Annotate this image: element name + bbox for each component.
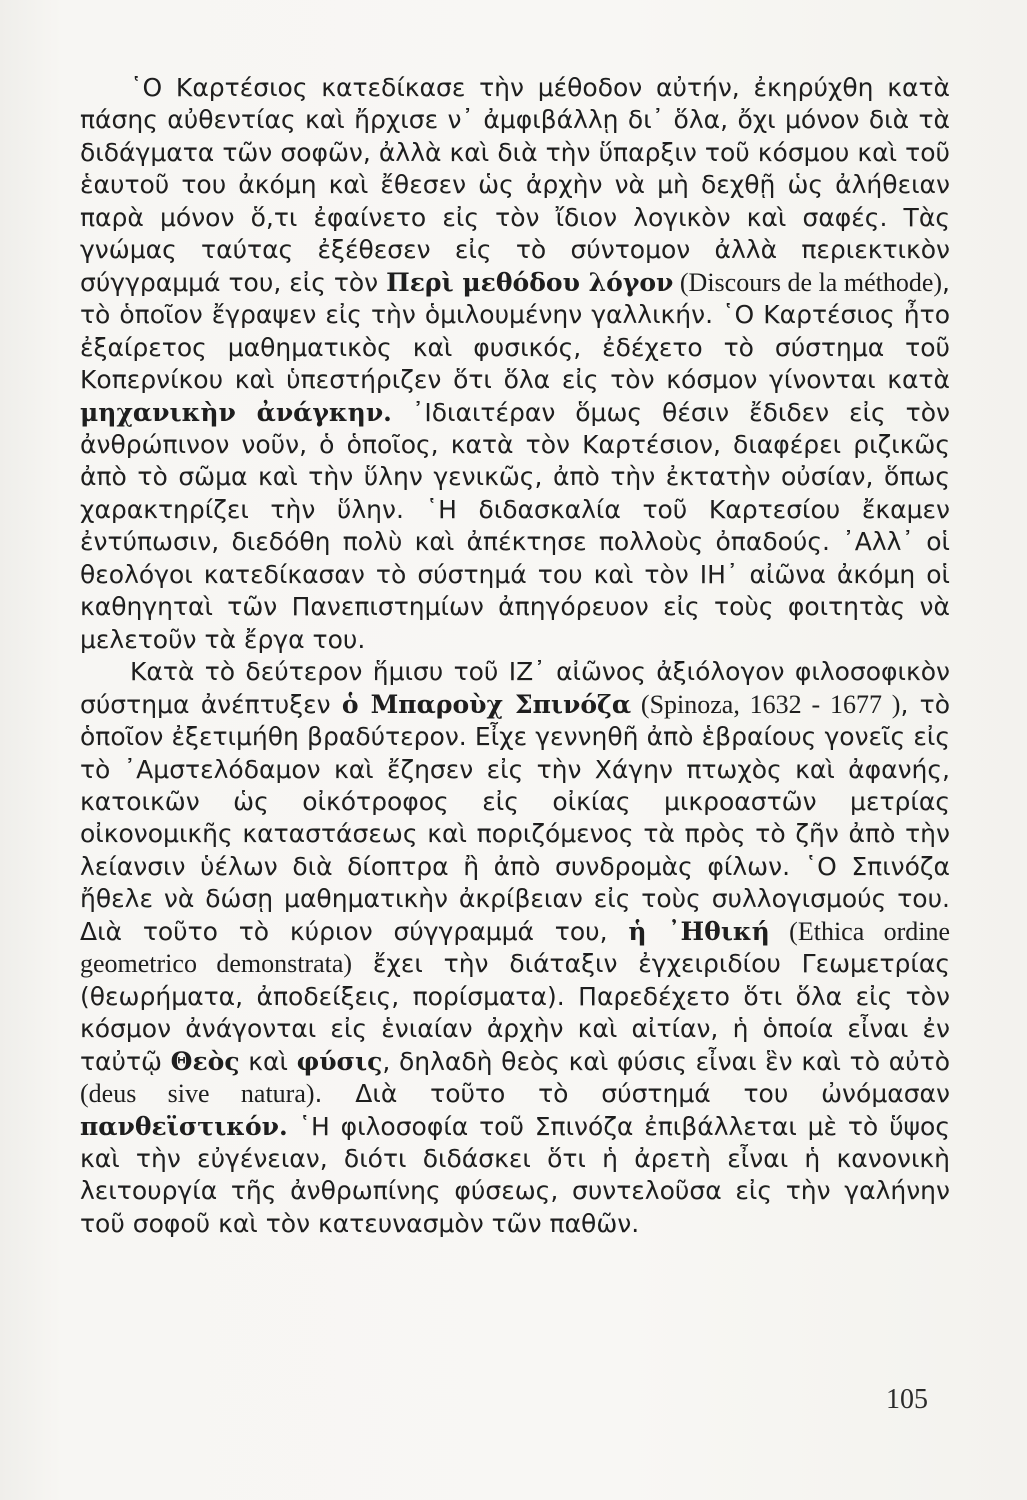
latin-deus-sive-natura: (deus sive natura) [80,1079,315,1109]
text-run: ἔχει τὴν διάταξιν ἐγχειριδίου Γεωμετρίας (θεωρήματα, ἀποδείξεις, πορίσματα). Παρεδέχετο ὅτι ὅλα εἰς τὸν κόσμον ἀνάγονται εἰς ἑνιαίαν ἀρχὴν καὶ αἰτίαν, ἡ ὁποία εἶναι ἐν ταὐτῷ [80,949,950,1076]
text-run: . Διὰ τοῦτο τὸ σύστημά του ὠνόμασαν [314,1079,950,1109]
text-run: ῾Ο Καρτέσιος κατεδίκασε τὴν μέθοδον αὐτήν, ἐκηρύχθη κατὰ πάσης αὐθεντίας καὶ ἤρχισε ν᾿ ἀμφιβάλλῃ δι᾿ ὅλα, ὄχι μόνον διὰ τὰ διδάγματα τῶν σοφῶν, ἀλλὰ καὶ διὰ τὴν ὕπαρξιν τοῦ κόσμου καὶ τοῦ ἑαυτοῦ του ἀκόμη καὶ ἔθεσεν ὡς ἀρχὴν νὰ μὴ δεχθῇ ὡς ἀλήθειαν παρὰ μόνον ὅ,τι ἐφαίνετο εἰς τὸν ἴδιον λογικὸν καὶ σαφές. Τὰς γνώμας ταύτας ἐξέθεσεν εἰς τὸ σύντομον ἀλλὰ περιεκτικὸν σύγγραμμά του, εἰς τὸν [80,73,950,297]
text-run: ῾Η φιλοσοφία τοῦ Σπινόζα ἐπιβάλλεται μὲ τὸ ὕψος καὶ τὴν εὐγένειαν, διότι διδάσκει ὅτι ἡ ἀρετὴ εἶναι ἡ κανονικὴ λειτουργία τῆς ἀνθρωπίνης φύσεως, συντελοῦσα εἰς τὴν γαλήνην τοῦ σοφοῦ καὶ τὸν κατευνασμὸν τῶν παθῶν. [80,1111,950,1238]
text-run: Κατὰ τὸ δεύτερον ἥμισυ τοῦ ΙΖ᾿ αἰῶνος ἀξιόλογον φιλοσοφικὸν σύστημα ἀνέπτυξεν [80,657,950,719]
emphasis-nature: φύσις [296,1046,383,1076]
text-run: , τὸ ὁποῖον ἔγραψεν εἰς τὴν ὁμιλουμένην γαλλικήν. ῾Ο Καρτέσιος ἦτο ἐξαίρετος μαθηματικὸς καὶ φυσικός, ἐδέχετο τὸ σύστημα τοῦ Κοπερνίκου καὶ ὑπεστήριζεν ὅτι ὅλα εἰς τὸν κόσμον γίνονται κατὰ [80,267,950,395]
emphasis-god: Θεὸς [170,1046,240,1076]
text-run: καὶ [239,1046,297,1076]
text-run: , τὸ ὁποῖον ἐξετιμήθη βραδύτερον. Εἶχε γεννηθῆ ἀπὸ ἑβραίους γονεῖς εἰς τὸ ᾿Αμστελόδαμον καὶ ἔζησεν εἰς τὴν Χάγην πτωχὸς καὶ ἀφανής, κατοικῶν ὡς οἰκότροφος εἰς οἰκίας μικροαστῶν μετρίας οἰκονομικῆς καταστάσεως καὶ ποριζόμενος τὰ πρὸς τὸ ζῆν ἀπὸ τὴν λείανσιν ὑέλων διὰ δίοπτρα ἢ ἀπὸ συνδρομὰς φίλων. ῾Ο Σπινόζα ἤθελε νὰ δώσῃ μαθηματικὴν ἀκρίβειαν εἰς τοὺς συλλογισμούς του. Διὰ τοῦτο τὸ κύριον σύγγραμμά του, [80,689,950,946]
latin-ethica-title: (Ethica ordine geometrico demonstrata) [80,916,950,979]
paragraph-spinoza [80,656,950,1240]
body-text [80,72,950,1240]
text-run: , δηλαδὴ θεὸς καὶ φύσις εἶναι ἓν καὶ τὸ αὐτὸ [382,1046,950,1076]
emphasis-discourse-title: Περὶ μεθόδου λόγον [386,267,674,297]
page-number: 105 [886,1384,928,1415]
latin-title-discours: (Discours de la méthode) [673,267,943,297]
paragraph-descartes [80,72,950,656]
emphasis-spinoza-name: ὁ Μπαροὺχ Σπινόζα [341,689,632,719]
text-run: ᾿Ιδιαιτέραν ὅμως θέσιν ἔδιδεν εἰς τὸν ἀνθρώπινον νοῦν, ὁ ὁποῖος, κατὰ τὸν Καρτέσιον, διαφέρει ριζικῶς ἀπὸ τὸ σῶμα καὶ τὴν ὕλην γενικῶς, ἀπὸ τὴν ἐκτατὴν οὐσίαν, ὅπως χαρακτηρίζει τὴν ὕλην. ῾Η διδασκαλία τοῦ Καρτεσίου ἔκαμεν ἐντύπωσιν, διεδόθη πολὺ καὶ ἀπέκτησε πολλοὺς ὀπαδούς. ᾿Αλλ᾿ οἱ θεολόγοι κατεδίκασαν τὸ σύστημά του καὶ τὸν ΙΗ᾿ αἰῶνα ἀκόμη οἱ καθηγηταὶ τῶν Πανεπιστημίων ἀπηγόρευον εἰς τοὺς φοιτητὰς νὰ μελετοῦν τὰ ἔργα του. [80,397,950,654]
emphasis-pantheistic: πανθεϊστικόν. [80,1111,288,1141]
emphasis-mechanical-necessity: μηχανικὴν ἀνάγκην. [80,397,392,427]
latin-spinoza-dates: (Spinoza, 1632 - 1677 ) [631,689,901,719]
emphasis-ethics-title: ἡ ᾿Ηθική [628,916,770,946]
